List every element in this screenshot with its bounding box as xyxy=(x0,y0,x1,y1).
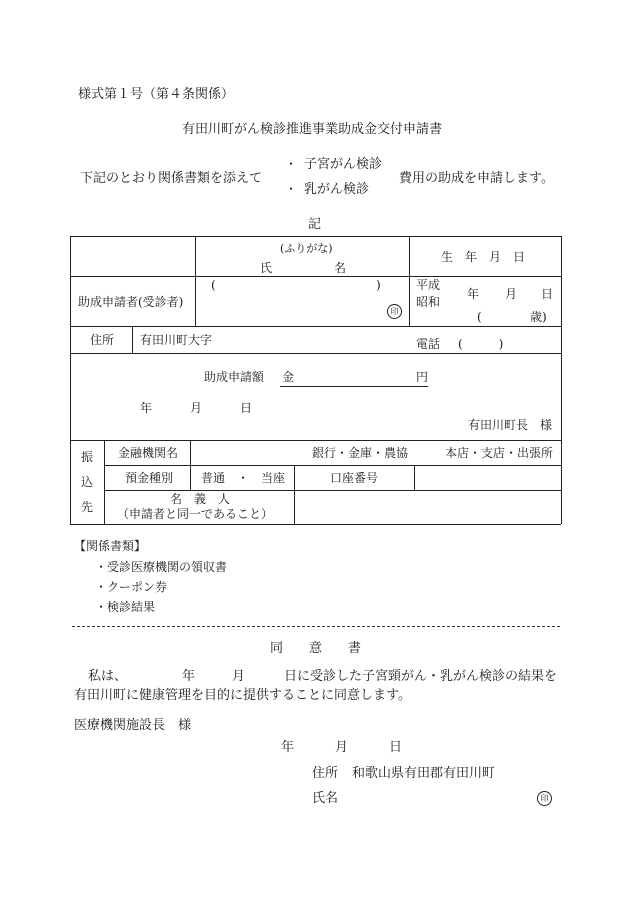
cut-line xyxy=(72,626,560,627)
consent-year-label: 年 xyxy=(182,669,196,684)
deposit-type-label: 預金種別 xyxy=(125,471,174,485)
mayor-addressee: 有田川町長 様 xyxy=(468,418,553,432)
era-showa[interactable]: 昭和 xyxy=(416,295,441,309)
bank-type-options[interactable]: 銀行・金庫・農協 xyxy=(312,446,409,460)
ki-heading: 記 xyxy=(308,217,322,232)
consent-month-label: 月 xyxy=(232,669,246,684)
account-number-field[interactable] xyxy=(418,468,558,488)
applicant-label: 助成申請者(受診者) xyxy=(78,295,184,309)
name-mei: 名 xyxy=(334,261,347,275)
application-year-label: 年 xyxy=(140,401,153,415)
account-holder-note: （申請者と同一であること） xyxy=(117,507,274,521)
age-label: 歳) xyxy=(530,310,547,324)
bank-name-field[interactable] xyxy=(196,443,306,463)
consent-name-label: 氏名 xyxy=(312,791,339,806)
phone-field[interactable]: ( ) xyxy=(458,337,504,351)
consent-name-field[interactable] xyxy=(352,788,522,806)
amount-label: 助成申請額 xyxy=(204,370,265,384)
branch-type-options[interactable]: 本店・支店・出張所 xyxy=(445,446,554,460)
transfer-char-3: 先 xyxy=(81,500,94,514)
document-item: ・クーポン券 xyxy=(95,580,168,594)
birth-day-label: 日 xyxy=(541,287,554,301)
amount-kin: 金 xyxy=(282,370,295,384)
amount-field[interactable] xyxy=(296,368,416,384)
documents-heading: 【関係書類】 xyxy=(74,539,147,553)
age-open-paren: ( xyxy=(477,310,482,324)
seal-mark: 印 xyxy=(387,304,402,319)
phone-label: 電話 xyxy=(416,337,441,351)
consent-address-label: 住所 xyxy=(312,766,339,781)
consent-date-year: 年 xyxy=(281,740,295,755)
bank-name-label: 金融機関名 xyxy=(118,446,179,460)
consent-address-value[interactable]: 和歌山県有田郡有田川町 xyxy=(352,766,496,781)
account-number-label: 口座番号 xyxy=(330,471,379,485)
option-bullet-2: ・ xyxy=(285,182,298,196)
application-month-label: 月 xyxy=(190,401,203,415)
consent-line1: 日に受診した子宮頸がん・乳がん検診の結果を xyxy=(284,669,558,684)
document-item: ・受診医療機関の領収書 xyxy=(95,560,228,574)
birthdate-header: 生 年 月 日 xyxy=(441,250,526,264)
deposit-type-options[interactable]: 普通 ・ 当座 xyxy=(201,471,286,485)
consent-date-day: 日 xyxy=(389,740,403,755)
address-label: 住所 xyxy=(90,333,115,347)
name-open-paren: ( xyxy=(211,278,216,292)
intro-left: 下記のとおり関係書類を添えて xyxy=(80,171,263,186)
consent-seal-mark: 印 xyxy=(537,791,552,806)
birth-year-label: 年 xyxy=(467,287,480,301)
transfer-char-1: 振 xyxy=(81,450,94,464)
form-title: 有田川町がん検診推進事業助成金交付申請書 xyxy=(182,122,443,137)
consent-title: 同 意 書 xyxy=(270,641,362,656)
option-bullet-1: ・ xyxy=(285,157,298,171)
account-holder-field[interactable] xyxy=(298,494,558,521)
birth-month-label: 月 xyxy=(505,287,518,301)
application-day-label: 日 xyxy=(240,401,253,415)
account-holder-label: 名 義 人 xyxy=(170,492,231,506)
consent-date-month: 月 xyxy=(335,740,349,755)
option-cervical-cancer[interactable]: 子宮がん検診 xyxy=(304,157,383,172)
amount-underline xyxy=(280,386,428,387)
intro-right: 費用の助成を申請します。 xyxy=(399,171,554,186)
option-breast-cancer[interactable]: 乳がん検診 xyxy=(304,182,370,197)
address-value[interactable]: 有田川町大字 xyxy=(140,333,213,347)
document-item: ・検診結果 xyxy=(95,600,156,614)
name-shi: 氏 xyxy=(260,261,273,275)
form-number: 様式第１号（第４条関係） xyxy=(78,87,235,102)
name-close-paren: ) xyxy=(376,278,381,292)
consent-line2: 有田川町に健康管理を目的に提供することに同意します。 xyxy=(74,688,411,703)
applicant-name-field[interactable] xyxy=(208,280,380,320)
furigana-label: (ふりがな) xyxy=(280,242,333,255)
consent-watashi: 私は、 xyxy=(88,669,128,684)
transfer-char-2: 込 xyxy=(81,475,94,489)
facility-addressee: 医療機関施設長 様 xyxy=(74,718,192,733)
amount-yen: 円 xyxy=(416,370,429,384)
era-heisei[interactable]: 平成 xyxy=(416,278,441,292)
